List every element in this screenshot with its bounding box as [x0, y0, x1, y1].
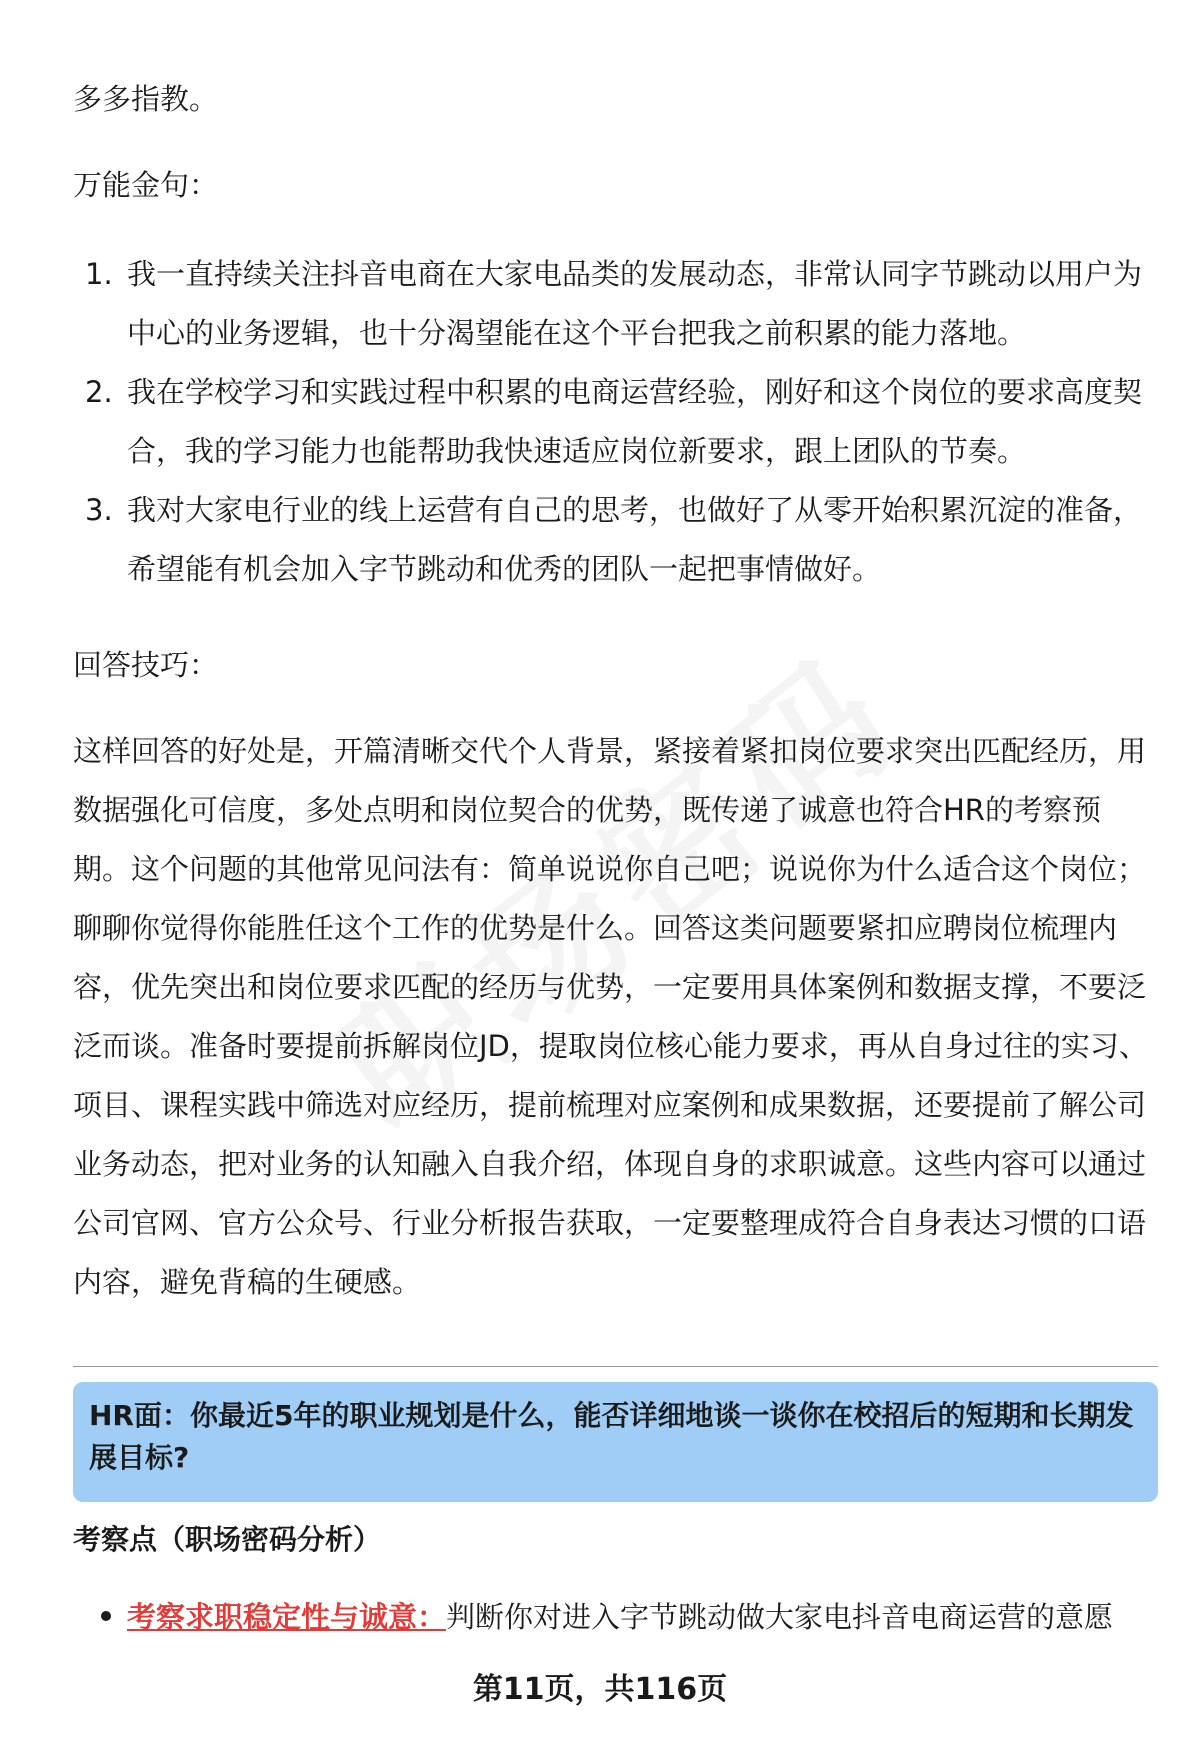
intro-tail: 多多指教。	[73, 82, 219, 116]
analysis-heading: 考察点（职场密码分析）	[73, 1523, 382, 1556]
section-divider	[73, 1366, 1158, 1367]
list-number: 2.	[85, 375, 113, 409]
tips-body: 这样回答的好处是，开篇清晰交代个人背景，紧接着紧扣岗位要求突出匹配经历，用数据强化可信度，多处点明和岗位契合的优势，既传递了诚意也符合HR的考察预期。这个问题的其他常见问法有：简单说说你自己吧；说说你为什么适合这个岗位；聊聊你觉得你能胜任这个工作的优势是什么。回答这类问题要紧扣应聘岗位梳理内容，优先突出和岗位要求匹配的经历与优势，一定要用具体案例和数据支撑，不要泛泛而谈。准备时要提前拆解岗位JD，提取岗位核心能力要求，再从自身过往的实习、项目、课程实践中筛选对应经历，提前梳理对应案例和成果数据，还要提前了解公司业务动态，把对业务的认知融入自我介绍，体现自身的求职诚意。这些内容可以通过公司官网、官方公众号、行业分析报告获取，一定要整理成符合自身表达习惯的口语内容，避免背稿的生硬感。	[73, 734, 1148, 1299]
list-number: 3.	[85, 493, 113, 527]
question-text: HR面：你最近5年的职业规划是什么，能否详细地谈一谈你在校招后的短期和长期发展目标?	[89, 1399, 1134, 1474]
page-footer: 第11页，共116页	[472, 1672, 728, 1707]
list-item	[73, 363, 1158, 481]
phrases-heading: 万能金句：	[73, 168, 219, 202]
bullet-item	[73, 1592, 1158, 1642]
bullet-dot-icon	[101, 1611, 111, 1621]
list-item-text: 我对大家电行业的线上运营有自己的思考，也做好了从零开始积累沉淀的准备，希望能有机会加入字节跳动和优秀的团队一起把事情做好。	[127, 493, 1143, 586]
list-item	[73, 245, 1158, 363]
phrases-list	[73, 245, 1158, 599]
list-number: 1.	[85, 257, 113, 291]
list-item-text: 我在学校学习和实践过程中积累的电商运营经验，刚好和这个岗位的要求高度契合，我的学习能力也能帮助我快速适应岗位新要求，跟上团队的节奏。	[127, 375, 1143, 468]
list-item	[73, 481, 1158, 599]
question-callout	[73, 1382, 1158, 1502]
tips-heading: 回答技巧：	[73, 648, 219, 682]
list-item-text: 我一直持续关注抖音电商在大家电品类的发展动态，非常认同字节跳动以用户为中心的业务逻辑，也十分渴望能在这个平台把我之前积累的能力落地。	[127, 257, 1143, 350]
bullet-text: 判断你对进入字节跳动做大家电抖音电商运营的意愿	[446, 1600, 1114, 1634]
bullet-emphasis: 考察求职稳定性与诚意：	[127, 1600, 447, 1634]
